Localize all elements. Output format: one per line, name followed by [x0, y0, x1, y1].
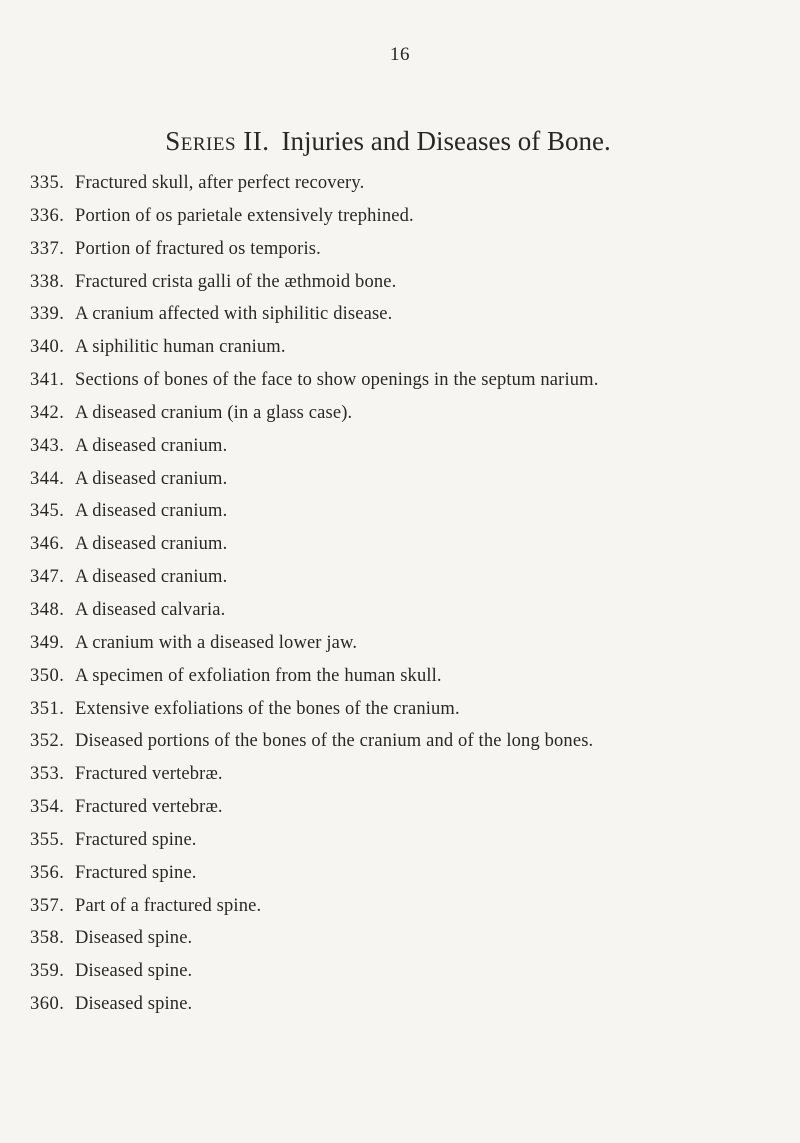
- entry-number: 339.: [30, 304, 65, 325]
- catalogue-entry: [30, 495, 598, 528]
- page-number: 16: [390, 44, 410, 65]
- entry-text: A cranium affected with siphilitic disease.: [75, 304, 393, 325]
- entry-number: 351.: [30, 698, 65, 719]
- entry-text: Fractured spine.: [75, 862, 197, 883]
- catalogue-entry: [30, 331, 598, 364]
- catalogue-entry: [30, 922, 598, 955]
- entry-number: 355.: [30, 829, 65, 850]
- entry-text: Fractured spine.: [75, 829, 197, 850]
- entry-text: A diseased cranium.: [75, 435, 228, 456]
- catalogue-entry: [30, 200, 598, 233]
- entry-number: 336.: [30, 205, 65, 226]
- entry-text: A diseased cranium.: [75, 534, 228, 555]
- entry-text: Fractured vertebræ.: [75, 764, 223, 785]
- entry-number: 335.: [30, 173, 65, 193]
- entry-number: 353.: [30, 764, 65, 785]
- entry-text: Diseased spine.: [75, 928, 193, 949]
- entry-number: 344.: [30, 468, 65, 489]
- entry-number: 352.: [30, 731, 65, 752]
- catalogue-entry: [30, 528, 598, 561]
- entry-number: 350.: [30, 665, 65, 686]
- catalogue-entry: [30, 725, 598, 758]
- catalogue-entry: [30, 397, 598, 430]
- catalogue-entry: [30, 298, 598, 331]
- series-title: Injuries and Diseases of Bone.: [281, 126, 611, 156]
- entry-number: 357.: [30, 895, 65, 916]
- entry-text: Diseased spine.: [75, 994, 193, 1015]
- catalogue-entry: [30, 266, 598, 299]
- entry-number: 354.: [30, 797, 65, 818]
- catalogue-entry: [30, 758, 598, 791]
- entry-text: Fractured crista galli of the æthmoid bone.: [75, 271, 397, 292]
- entry-text: Diseased spine.: [75, 961, 193, 982]
- catalogue-entry: [30, 988, 598, 1021]
- entry-text: Sections of bones of the face to show openings in the septum narium.: [75, 370, 599, 391]
- entry-text: Portion of fractured os temporis.: [75, 238, 321, 259]
- entry-text: A diseased cranium.: [75, 501, 228, 522]
- catalogue-entry: [30, 233, 598, 266]
- entry-text: A diseased calvaria.: [75, 599, 226, 620]
- entry-text: Diseased portions of the bones of the cranium and of the long bones.: [75, 731, 594, 752]
- entry-number: 347.: [30, 567, 65, 588]
- catalogue-entry: [30, 364, 598, 397]
- entry-text: A diseased cranium.: [75, 468, 228, 489]
- entry-number: 358.: [30, 928, 65, 949]
- catalogue-entry: [30, 167, 598, 200]
- catalogue-entry: [30, 627, 598, 660]
- entry-number: 340.: [30, 337, 65, 358]
- entry-number: 359.: [30, 961, 65, 982]
- catalogue-entry: [30, 594, 598, 627]
- entry-number: 349.: [30, 632, 65, 653]
- catalogue-entry: [30, 890, 598, 923]
- catalogue-entry: [30, 463, 598, 496]
- entry-text: A diseased cranium (in a glass case).: [75, 402, 353, 423]
- entry-text: A cranium with a diseased lower jaw.: [75, 632, 358, 653]
- catalogue-list: [30, 167, 598, 1021]
- entry-number: 348.: [30, 599, 65, 620]
- entry-text: Portion of os parietale extensively trephined.: [75, 205, 414, 226]
- entry-text: Fractured skull, after perfect recovery.: [75, 173, 365, 193]
- entry-text: Fractured vertebræ.: [75, 797, 223, 818]
- catalogue-entry: [30, 693, 598, 726]
- entry-text: A diseased cranium.: [75, 567, 228, 588]
- entry-number: 360.: [30, 994, 65, 1015]
- entry-number: 338.: [30, 271, 65, 292]
- entry-text: Extensive exfoliations of the bones of the cranium.: [75, 698, 460, 719]
- series-label: Series II.: [165, 126, 270, 156]
- catalogue-entry: [30, 660, 598, 693]
- catalogue-entry: [30, 561, 598, 594]
- catalogue-entry: [30, 857, 598, 890]
- entry-number: 343.: [30, 435, 65, 456]
- catalogue-entry: [30, 955, 598, 988]
- entry-number: 346.: [30, 534, 65, 555]
- entry-number: 345.: [30, 501, 65, 522]
- catalogue-entry: [30, 430, 598, 463]
- entry-number: 337.: [30, 238, 65, 259]
- catalogue-entry: [30, 824, 598, 857]
- entry-number: 356.: [30, 862, 65, 883]
- catalogue-entry: [30, 791, 598, 824]
- entry-text: A specimen of exfoliation from the human skull.: [75, 665, 442, 686]
- series-heading: [0, 126, 776, 157]
- entry-number: 341.: [30, 370, 65, 391]
- entry-number: 342.: [30, 402, 65, 423]
- entry-text: A siphilitic human cranium.: [75, 337, 286, 358]
- entry-text: Part of a fractured spine.: [75, 895, 262, 916]
